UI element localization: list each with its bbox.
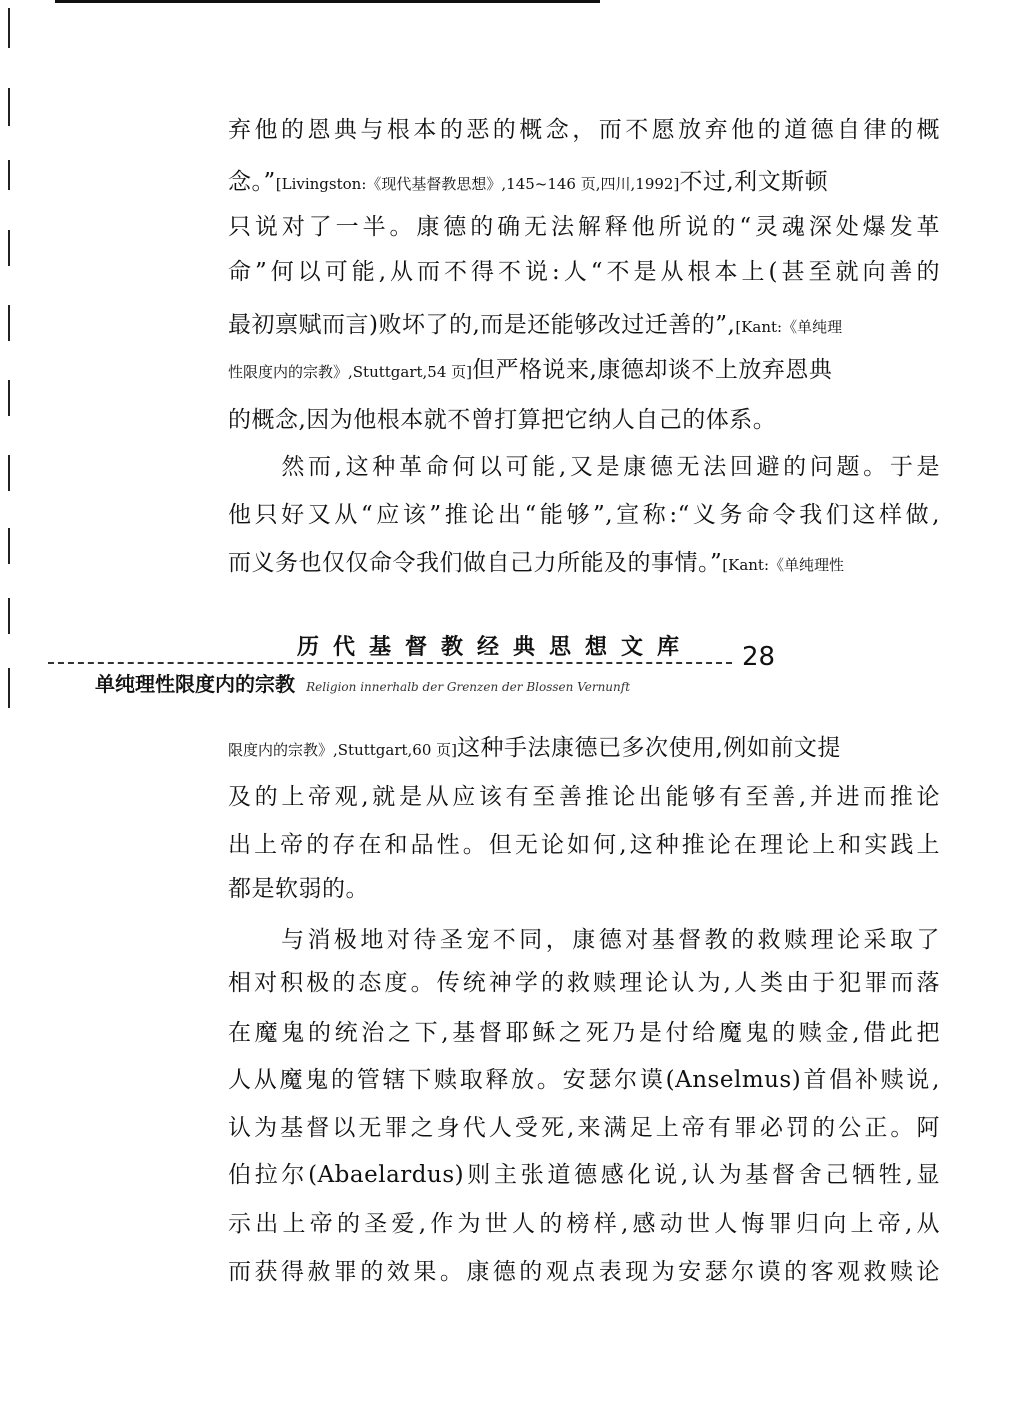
scan-margin-mark	[8, 8, 10, 48]
text-line: 人从魔鬼的管辖下赎取释放。安瑟尔谟(Anselmus)首倡补赎说,	[228, 1067, 940, 1093]
text-line	[228, 355, 940, 387]
text-line: 与消极地对待圣宠不同，康德对基督教的救赎理论采取了	[228, 927, 940, 953]
scan-margin-mark	[8, 668, 10, 708]
footer-rule	[48, 662, 732, 664]
scan-margin-mark	[8, 380, 10, 416]
text-line	[228, 310, 940, 342]
text-line	[228, 548, 940, 580]
text-line: 弃他的恩典与根本的恶的概念，而不愿放弃他的道德自律的概	[228, 117, 940, 143]
text-line	[228, 733, 940, 765]
text-line: 命”何以可能,从而不得不说:人“不是从根本上(甚至就向善的	[228, 259, 940, 285]
book-title-german: Religion innerhalb der Grenzen der Blossen Vernunft	[306, 680, 631, 694]
text-segment: 不过,利文斯顿	[679, 169, 829, 195]
text-line: 示出上帝的圣爱,作为世人的榜样,感动世人悔罪归向上帝,从	[228, 1211, 940, 1237]
citation: [Kant:《单纯理	[735, 318, 843, 336]
text-line: 在魔鬼的统治之下,基督耶稣之死乃是付给魔鬼的赎金,借此把	[228, 1020, 940, 1046]
text-line: 认为基督以无罪之身代人受死,来满足上帝有罪必罚的公正。阿	[228, 1115, 940, 1141]
text-segment: 念。”	[228, 169, 276, 195]
text-line	[228, 167, 940, 199]
text-line: 的概念,因为他根本就不曾打算把它纳人自己的体系。	[228, 407, 777, 433]
text-segment: 但严格说来,康德却谈不上放弃恩典	[472, 357, 833, 383]
series-title: 历代基督教经典思想文库	[297, 635, 694, 660]
scan-margin-mark	[8, 528, 10, 564]
scan-margin-mark	[8, 598, 10, 634]
scan-margin-mark	[8, 230, 10, 266]
text-line: 他只好又从“应该”推论出“能够”,宣称:“义务命令我们这样做,	[228, 502, 940, 528]
scan-margin-mark	[8, 160, 10, 190]
text-line: 然而,这种革命何以可能,又是康德无法回避的问题。于是	[228, 454, 940, 480]
top-rule	[55, 0, 600, 3]
citation: 性限度内的宗教》,Stuttgart,54 页]	[228, 363, 473, 381]
text-segment: 这种手法康德已多次使用,例如前文提	[457, 735, 841, 761]
book-title	[95, 668, 630, 697]
text-line: 及的上帝观,就是从应该有至善推论出能够有至善,并进而推论	[228, 784, 940, 810]
text-line: 而获得赦罪的效果。康德的观点表现为安瑟尔谟的客观救赎论	[228, 1259, 940, 1285]
scan-margin-mark	[8, 455, 10, 491]
text-segment: 而义务也仅仅命令我们做自己力所能及的事情。”	[228, 550, 723, 576]
text-line: 出上帝的存在和品性。但无论如何,这种推论在理论上和实践上	[228, 832, 940, 858]
scan-margin-mark	[8, 305, 10, 341]
text-line: 只说对了一半。康德的确无法解释他所说的“灵魂深处爆发革	[228, 214, 940, 240]
text-line: 伯拉尔(Abaelardus)则主张道德感化说,认为基督舍己牺牲,显	[228, 1162, 940, 1188]
text-line: 相对积极的态度。传统神学的救赎理论认为,人类由于犯罪而落	[228, 970, 940, 996]
book-title-chinese: 单纯理性限度内的宗教	[95, 672, 295, 696]
citation: 限度内的宗教》,Stuttgart,60 页]	[228, 741, 458, 759]
text-line: 都是软弱的。	[228, 876, 369, 902]
citation: [Kant:《单纯理性	[722, 556, 845, 574]
scan-margin-mark	[8, 88, 10, 126]
citation: [Livingston:《现代基督教思想》,145~146 页,四川,1992]	[275, 175, 680, 193]
text-segment: 最初禀赋而言)败坏了的,而是还能够改过迁善的”,	[228, 312, 736, 338]
page-number: 28	[742, 642, 776, 672]
